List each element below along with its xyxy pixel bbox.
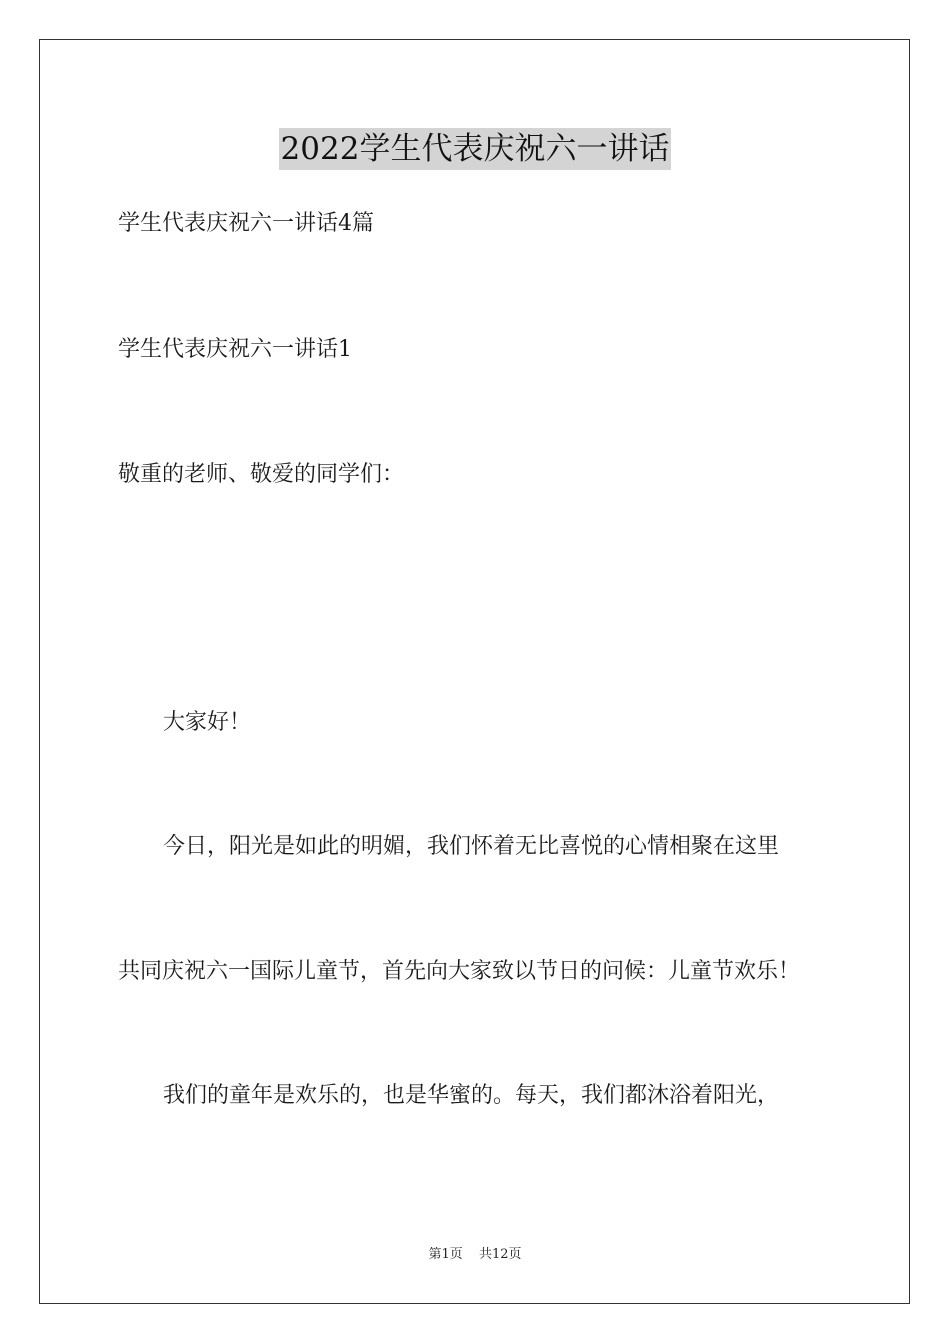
paragraph-subtitle: 学生代表庆祝六一讲话4篇 bbox=[118, 211, 374, 236]
page-footer bbox=[0, 1246, 950, 1264]
paragraph-body: 我们的童年是欢乐的，也是华蜜的。每天，我们都沐浴着阳光， bbox=[163, 1083, 780, 1108]
paragraph-greeting: 大家好！ bbox=[163, 710, 252, 735]
page-total: 共12页 bbox=[478, 1247, 522, 1262]
paragraph-body: 今日，阳光是如此的明媚，我们怀着无比喜悦的心情相聚在这里 bbox=[163, 834, 780, 859]
document-title: 2022学生代表庆祝六一讲话 bbox=[279, 128, 672, 170]
paragraph-body: 共同庆祝六一国际儿童节，首先向大家致以节日的问候：儿童节欢乐！ bbox=[118, 959, 801, 984]
title-container bbox=[0, 128, 950, 170]
page-number: 第1页 bbox=[428, 1247, 463, 1262]
paragraph-salutation: 敬重的老师、敬爱的同学们： bbox=[118, 462, 405, 487]
paragraph-section-heading: 学生代表庆祝六一讲话1 bbox=[118, 337, 352, 362]
